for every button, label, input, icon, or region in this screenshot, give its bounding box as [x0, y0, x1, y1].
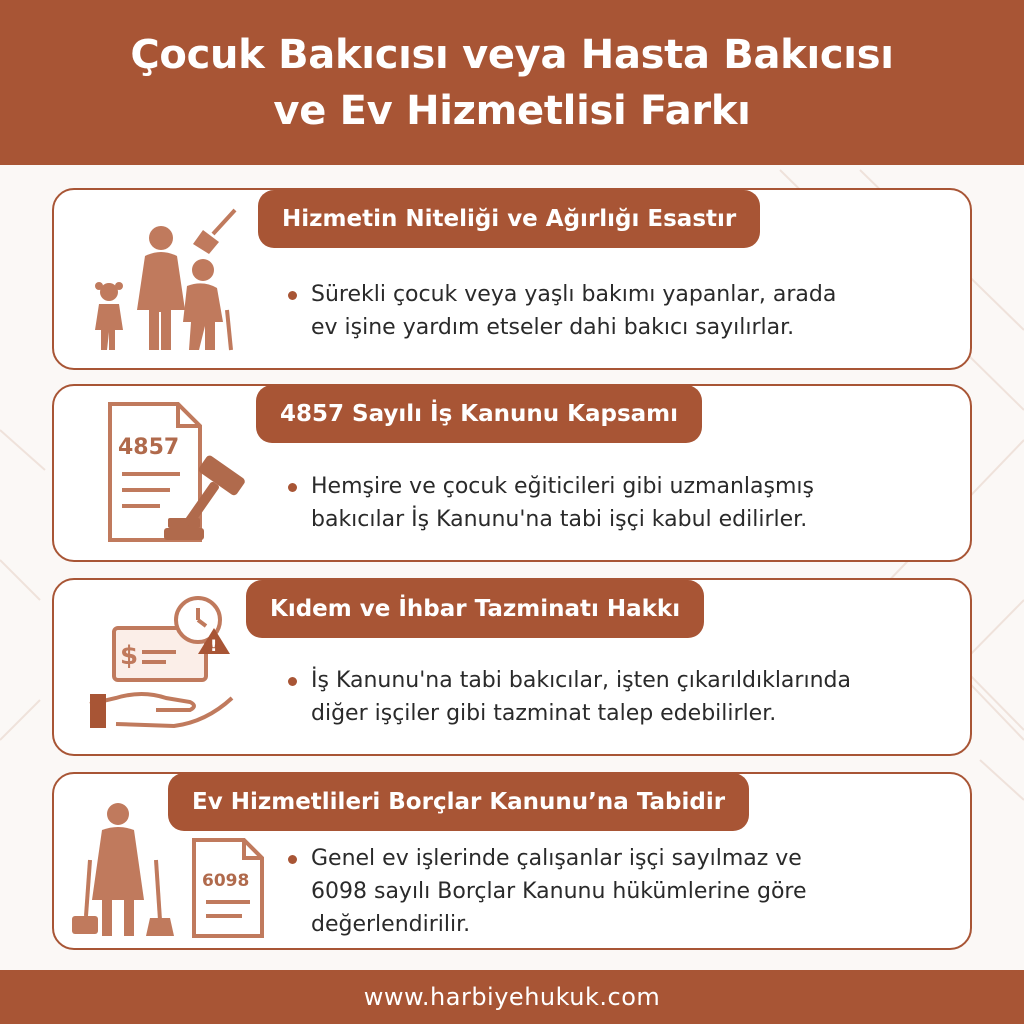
section-title-1: Hizmetin Niteliği ve Ağırlığı Esastır	[258, 190, 760, 248]
page-title	[130, 27, 893, 139]
dollar-sign-icon: $	[120, 641, 139, 671]
bullet-dot	[288, 855, 297, 864]
footer-banner	[0, 970, 1024, 1024]
title-line-2: ve Ev Hizmetlisi Farkı	[273, 87, 751, 134]
text-line: diğer işçiler gibi tazminat talep edebilirler.	[311, 701, 777, 726]
document-number: 4857	[118, 435, 180, 460]
text-line: İş Kanunu'na tabi bakıcılar, işten çıkarıldıklarında	[311, 668, 851, 693]
section-bullet-1	[288, 278, 836, 344]
text-line: 6098 sayılı Borçlar Kanunu hükümlerine göre	[311, 879, 807, 904]
section-bullet-4	[288, 842, 807, 941]
warning-icon: !	[210, 636, 218, 655]
compensation-hand-icon	[86, 594, 246, 744]
family-caregiver-icon	[85, 200, 245, 360]
section-text-3	[311, 664, 851, 730]
section-text-2	[311, 470, 814, 536]
header-banner	[0, 0, 1024, 165]
title-line-1: Çocuk Bakıcısı veya Hasta Bakıcısı	[130, 31, 894, 78]
bullet-dot	[288, 291, 297, 300]
text-line: Genel ev işlerinde çalışanlar işçi sayılmaz ve	[311, 846, 802, 871]
section-title-4: Ev Hizmetlileri Borçlar Kanunu’na Tabidir	[168, 773, 749, 831]
section-title-2: 4857 Sayılı İş Kanunu Kapsamı	[256, 385, 702, 443]
section-text-1	[311, 278, 836, 344]
text-line: ev işine yardım etseler dahi bakıcı sayılırlar.	[311, 315, 795, 340]
section-bullet-2	[288, 470, 814, 536]
bullet-dot	[288, 483, 297, 492]
housekeeper-document-icon	[66, 800, 276, 945]
website-url[interactable]: www.harbiyehukuk.com	[363, 983, 661, 1011]
text-line: Hemşire ve çocuk eğiticileri gibi uzmanlaşmış	[311, 474, 814, 499]
section-text-4	[311, 842, 807, 941]
section-title-3: Kıdem ve İhbar Tazminatı Hakkı	[246, 580, 704, 638]
text-line: bakıcılar İş Kanunu'na tabi işçi kabul edilirler.	[311, 507, 808, 532]
document-number: 6098	[202, 871, 250, 891]
law-document-gavel-icon	[100, 398, 260, 548]
bullet-dot	[288, 677, 297, 686]
section-bullet-3	[288, 664, 851, 730]
text-line: Sürekli çocuk veya yaşlı bakımı yapanlar, arada	[311, 282, 837, 307]
text-line: değerlendirilir.	[311, 912, 471, 937]
